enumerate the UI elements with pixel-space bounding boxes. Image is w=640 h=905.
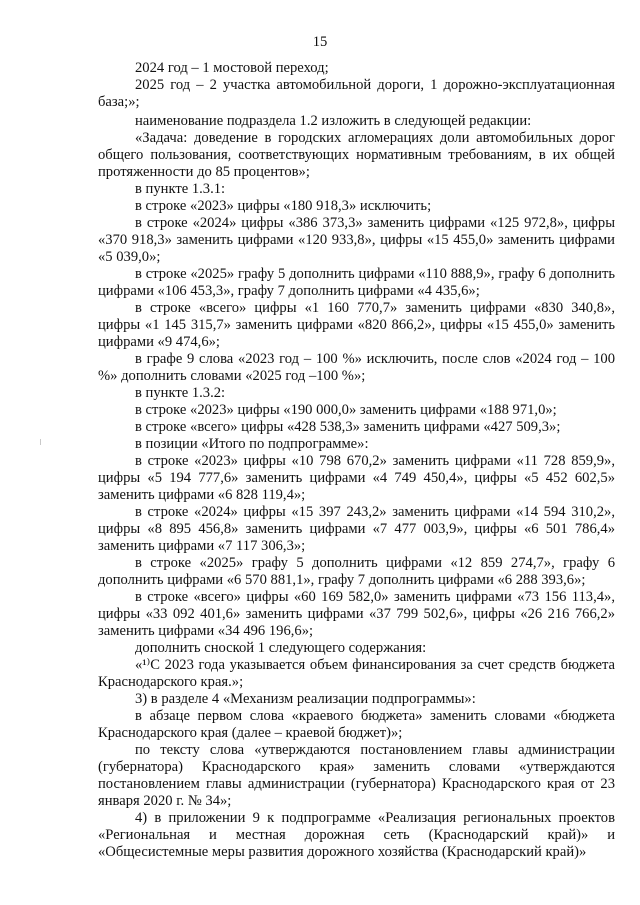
paragraph: в строке «2024» цифры «386 373,3» заменить цифрами «125 972,8», цифры «370 918,3» заменить цифрами «120 933,8», цифры «15 455,0» заменить цифрами «5 039,0»;	[98, 215, 615, 265]
paragraph: в пункте 1.3.2:	[135, 385, 226, 401]
paragraph: «Задача: доведение в городских агломерациях доли автомобильных дорог общего пользования, соответствующих нормативным требованиям, в их общей протяженности до 85 процентов»;	[98, 130, 615, 180]
paragraph: в строке «2023» цифры «10 798 670,2» заменить цифрами «11 728 859,9», цифры «5 194 777,6» заменить цифрами «4 749 450,4», цифры «5 452 602,5» заменить цифрами «6 828 119,4»;	[98, 453, 615, 503]
page-number: 15	[312, 34, 328, 50]
paragraph: в строке «2025» графу 5 дополнить цифрами «110 888,9», графу 6 дополнить цифрами «106 453,3», графу 7 дополнить цифрами «4 435,6»;	[98, 266, 615, 299]
paragraph: наименование подраздела 1.2 изложить в следующей редакции:	[135, 113, 532, 129]
paragraph: в строке «всего» цифры «60 169 582,0» заменить цифрами «73 156 113,4», цифры «33 092 401,6» заменить цифрами «37 799 502,6», цифры «26 216 766,2» заменить цифрами «34 496 196,6»;	[98, 589, 615, 639]
paragraph: в графе 9 слова «2023 год – 100 %» исключить, после слов «2024 год – 100 %» дополнить словами «2025 год –100 %»;	[98, 351, 615, 384]
paragraph: в строке «2023» цифры «190 000,0» заменить цифрами «188 971,0»;	[135, 402, 557, 418]
paragraph: 4) в приложении 9 к подпрограмме «Реализация региональных проектов «Региональная и местная дорожная сеть (Краснодарский край)» и «Общесистемные меры развития дорожного хозяйства (Краснодарский край)»	[98, 810, 615, 860]
paragraph: 3) в разделе 4 «Механизм реализации подпрограммы»:	[135, 691, 476, 707]
paragraph: в абзаце первом слова «краевого бюджета» заменить словами «бюджета Краснодарского края (далее – краевой бюджет)»;	[98, 708, 615, 741]
paragraph: в строке «2025» графу 5 дополнить цифрами «12 859 274,7», графу 6 дополнить цифрами «6 570 881,1», графу 7 дополнить цифрами «6 288 393,6»;	[98, 555, 615, 588]
paragraph: в строке «2023» цифры «180 918,3» исключить;	[135, 198, 432, 214]
paragraph: в строке «всего» цифры «428 538,3» заменить цифрами «427 509,3»;	[135, 419, 561, 435]
margin-mark	[40, 439, 41, 445]
paragraph: 2025 год – 2 участка автомобильной дороги, 1 дорожно-эксплуатационная база;»;	[98, 77, 615, 110]
paragraph: в строке «всего» цифры «1 160 770,7» заменить цифрами «830 340,8», цифры «1 145 315,7» заменить цифрами «820 866,2», цифры «15 455,0» заменить цифрами «9 474,6»;	[98, 300, 615, 350]
paragraph: в позиции «Итого по подпрограмме»:	[135, 436, 369, 452]
paragraph: в пункте 1.3.1:	[135, 181, 226, 197]
paragraph: в строке «2024» цифры «15 397 243,2» заменить цифрами «14 594 310,2», цифры «8 895 456,8» заменить цифрами «7 477 003,9», цифры «6 501 786,4» заменить цифрами «7 117 306,3»;	[98, 504, 615, 554]
paragraph: по тексту слова «утверждаются постановлением главы администрации (губернатора) Краснодарского края» заменить словами «утверждаются постановлением главы администрации (губернатора) Краснодарского края от 23 января 2020 г. № 34»;	[98, 742, 615, 809]
footnote-paragraph: «¹⁾С 2023 года указывается объем финансирования за счет средств бюджета Краснодарского края.»;	[98, 657, 615, 690]
paragraph: 2024 год – 1 мостовой переход;	[135, 60, 329, 76]
paragraph: дополнить сноской 1 следующего содержания:	[135, 640, 427, 656]
document-body	[98, 60, 615, 861]
